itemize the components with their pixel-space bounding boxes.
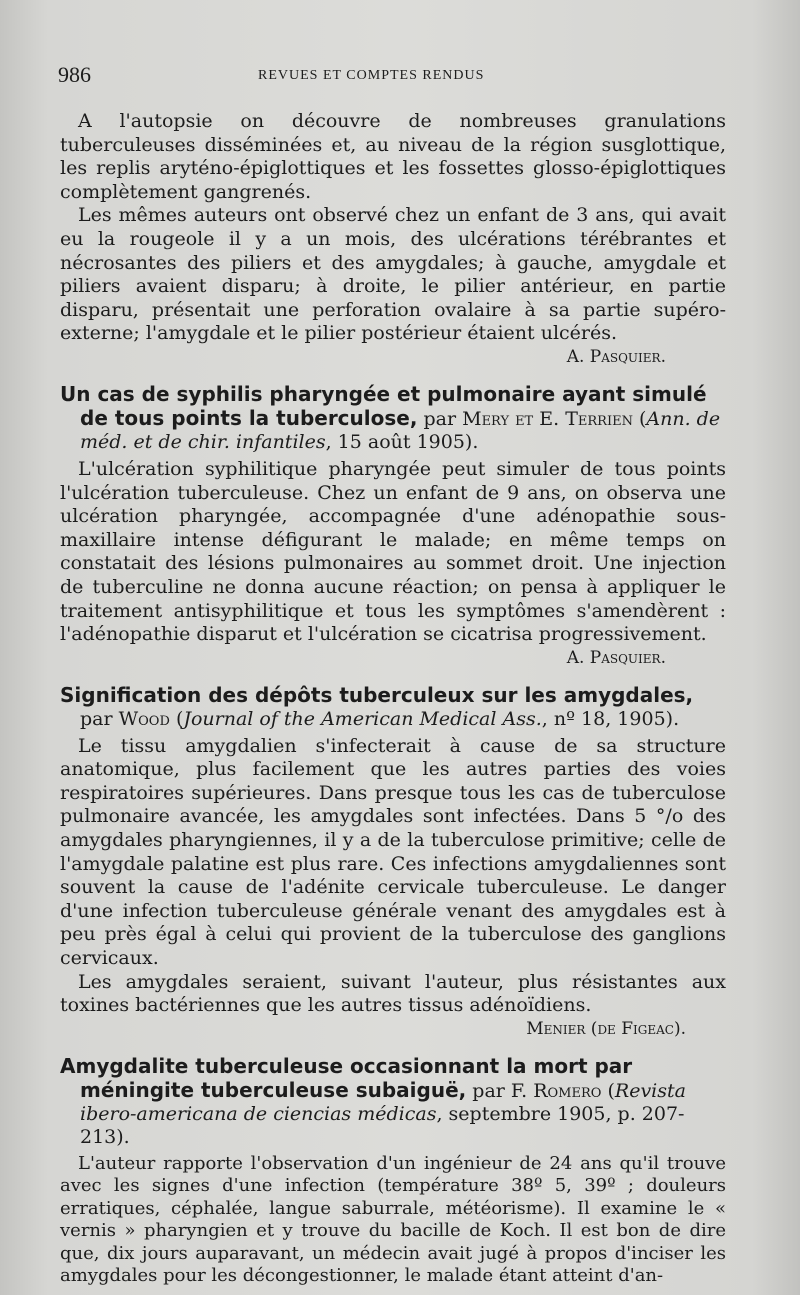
journal-name: Journal of the American Medical Ass. <box>183 707 542 730</box>
signature: A. Pasquier. <box>566 647 666 668</box>
citation-open: ( <box>632 407 647 430</box>
running-head: REVUES ET COMPTES RENDUS <box>258 68 485 83</box>
paragraph: Le tissu amygdalien s'infecterait à cause de sa structure anatomique, plus facilement que les autres parties des voies respiratoires supérieures. Dans presque tous les cas de tuberculose pulmonaire avancée, les amygdales sont infectées. Dans 5 °/o des amygdales pharyngiennes, il y a de la tuberculose primitive; celle de l'amygdale palatine est plus rare. Ces infections amygdaliennes sont souvent la cause de l'adénite cervicale tuberculeuse. Le danger d'une infection tuberculeuse générale venant des amygdales est à peu près égal à celui qui provient de la tuberculose des ganglions cervicaux. <box>60 734 726 970</box>
page-number: 986 <box>58 62 91 87</box>
by-text: par <box>417 407 463 430</box>
article-authors: Romero <box>533 1079 602 1102</box>
article-title <box>60 383 726 454</box>
page-header <box>58 62 724 92</box>
signature: A. Pasquier. <box>566 346 666 367</box>
article-authors: Mery et E. Terrien <box>462 407 633 430</box>
by-text: par F. <box>466 1079 534 1102</box>
paragraph: L'ulcération syphilitique pharyngée peut simuler de tous points l'ulcération tuberculeuse. Chez un enfant de 9 ans, on observa une ulcération pharyngée, accompagnée d'une adénopathie sous-maxillaire intense défigurant le malade; en même temps on constatait des lésions pulmonaires au sommet droit. Une injection de tuberculine ne donna aucune réaction; on pensa à appliquer le traitement antisyphilitique et tous les symptômes s'amendèrent : l'adénopathie disparut et l'ulcération se cicatrisa progressivement. <box>60 457 726 646</box>
small-text-block <box>60 1153 726 1288</box>
article-authors: Wood <box>118 707 170 730</box>
citation-open: ( <box>169 707 184 730</box>
by-text: par <box>80 707 119 730</box>
article-title-text: Amygdalite tuberculeuse occasionnant la mort par méningite tuberculeuse subaiguë, <box>60 1053 633 1102</box>
signature: Menier (de Figeac). <box>526 1018 686 1039</box>
paragraph: L'auteur rapporte l'observation d'un ingénieur de 24 ans qu'il trouve avec les signes d'une infection (température 38º 5, 39º ; douleurs erratiques, céphalée, langue saburrale, météorisme). Il examine le « vernis » pharyngien et y trouve du bacille de Koch. Il est bon de dire que, dix jours auparavant, un médecin avait jugé à propos d'inciser les amygdales pour les décongestionner, le malade étant atteint d'an- <box>60 1152 726 1287</box>
citation-details: , 15 août 1905). <box>325 430 479 453</box>
article-title-text: Un cas de syphilis pharyngée et pulmonaire ayant simulé de tous points la tuberculose, <box>60 381 707 430</box>
journal-name: Revista ibero-americana de ciencias médicas <box>80 1079 686 1125</box>
paragraph: Les mêmes auteurs ont observé chez un enfant de 3 ans, qui avait eu la rougeole il y a un mois, des ulcérations térébrantes et nécrosantes des piliers et des amygdales; à gauche, amygdale et piliers avaient disparu; à droite, le pilier antérieur, en partie disparu, présentait une perforation ovalaire à sa partie supéro-externe; l'amygdale et le pilier postérieur étaient ulcérés. <box>60 204 726 345</box>
citation-open: ( <box>601 1079 615 1102</box>
paragraph: Les amygdales seraient, suivant l'auteur, plus résistantes aux toxines bactériennes que les autres tissus adénoïdiens. <box>60 970 726 1017</box>
page-content <box>60 110 726 1288</box>
article-title-text: Signification des dépôts tuberculeux sur les amygdales, <box>60 682 694 707</box>
citation-details: , nº 18, 1905). <box>541 707 680 730</box>
citation-details: , septembre 1905, p. 207-213). <box>80 1102 685 1148</box>
article-title <box>60 684 726 731</box>
journal-name: Ann. de méd. et de chir. infantiles <box>80 407 721 453</box>
paragraph: A l'autopsie on découvre de nombreuses granulations tuberculeuses disséminées et, au niveau de la région susglottique, les replis aryténo-épiglottiques et les fossettes glosso-épiglottiques complètement gangrenés. <box>60 110 726 203</box>
article-title <box>60 1055 726 1149</box>
